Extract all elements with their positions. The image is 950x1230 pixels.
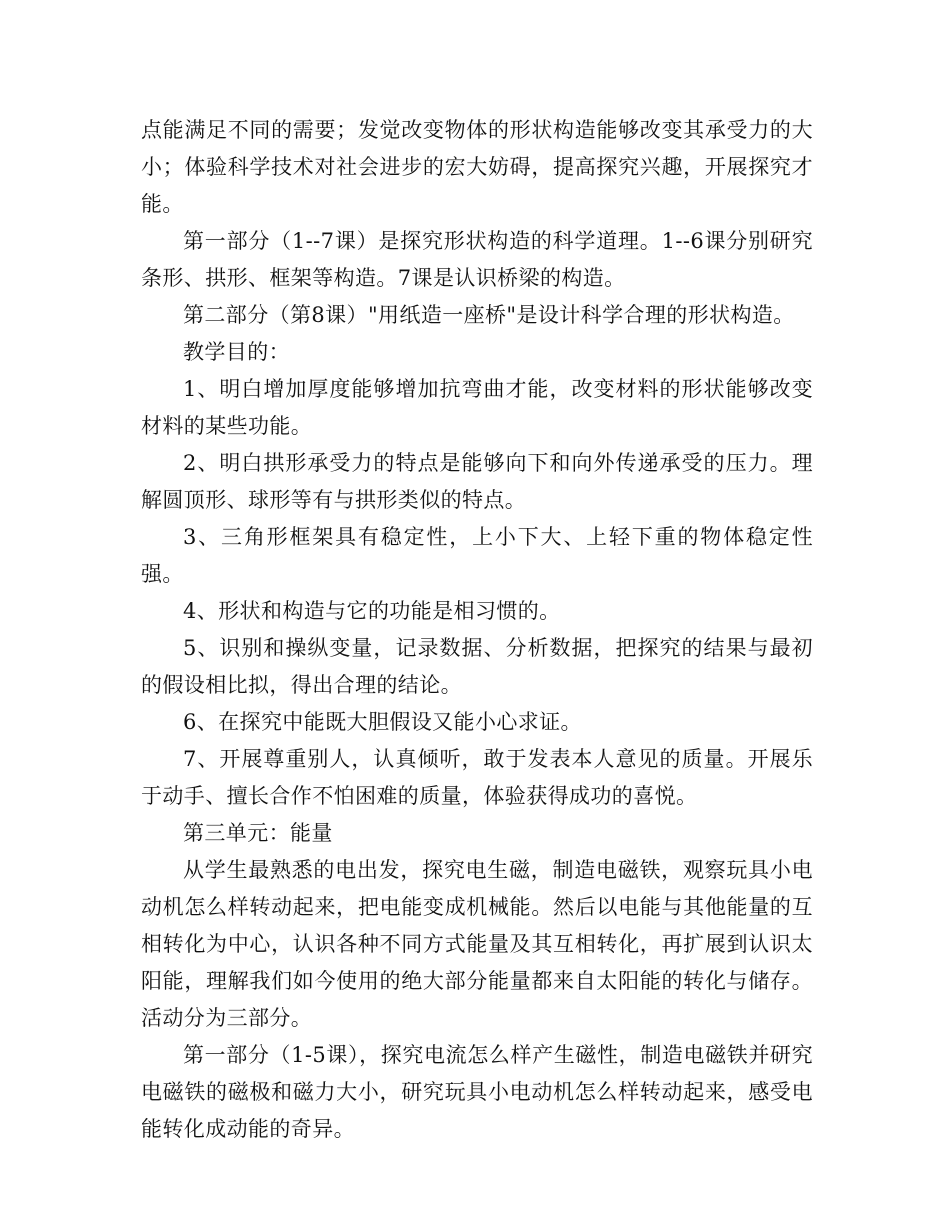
- goal-item-3: 3、三角形框架具有稳定性，上小下大、上轻下重的物体稳定性强。: [141, 525, 813, 586]
- unit-three-part-one: 第一部分（1-5课），探究电流怎么样产生磁性，制造电磁铁并研究电磁铁的磁极和磁力大小，研究玩具小电动机怎么样转动起来，感受电能转化成动能的奇异。: [141, 1043, 813, 1141]
- paragraph-part-one: 第一部分（1--7课）是探究形状构造的科学道理。1--6课分别研究条形、拱形、框架等构造。7课是认识桥梁的构造。: [141, 229, 813, 290]
- goal-item-4: 4、形状和构造与它的功能是相习惯的。: [183, 599, 561, 623]
- goal-item-5: 5、识别和操纵变量，记录数据、分析数据，把探究的结果与最初的假设相比拟，得出合理的结论。: [141, 636, 813, 697]
- unit-three-intro: 从学生最熟悉的电出发，探究电生磁，制造电磁铁，观察玩具小电动机怎么样转动起来，把电能变成机械能。然后以电能与其他能量的互相转化为中心，认识各种不同方式能量及其互相转化，再扩展到认识太阳能，理解我们如今使用的绝大部分能量都来自太阳能的转化与储存。活动分为三部分。: [141, 858, 813, 1030]
- goal-item-7: 7、开展尊重别人，认真倾听，敢于发表本人意见的质量。开展乐于动手、擅长合作不怕困难的质量，体验获得成功的喜悦。: [141, 747, 813, 808]
- goal-item-2: 2、明白拱形承受力的特点是能够向下和向外传递承受的压力。理解圆顶形、球形等有与拱形类似的特点。: [141, 451, 813, 512]
- paragraph-continuation: 点能满足不同的需要；发觉改变物体的形状构造能够改变其承受力的大小；体验科学技术对社会进步的宏大妨碍，提高探究兴趣，开展探究才能。: [141, 118, 813, 216]
- goal-item-1: 1、明白增加厚度能够增加抗弯曲才能，改变材料的形状能够改变材料的某些功能。: [141, 377, 813, 438]
- teaching-goals-heading: 教学目的：: [183, 340, 290, 364]
- goal-item-6: 6、在探究中能既大胆假设又能小心求证。: [183, 710, 582, 734]
- unit-three-heading: 第三单元：能量: [183, 821, 333, 845]
- paragraph-part-two: 第二部分（第8课）"用纸造一座桥"是设计科学合理的形状构造。: [183, 303, 795, 327]
- document-page: [141, 112, 813, 1148]
